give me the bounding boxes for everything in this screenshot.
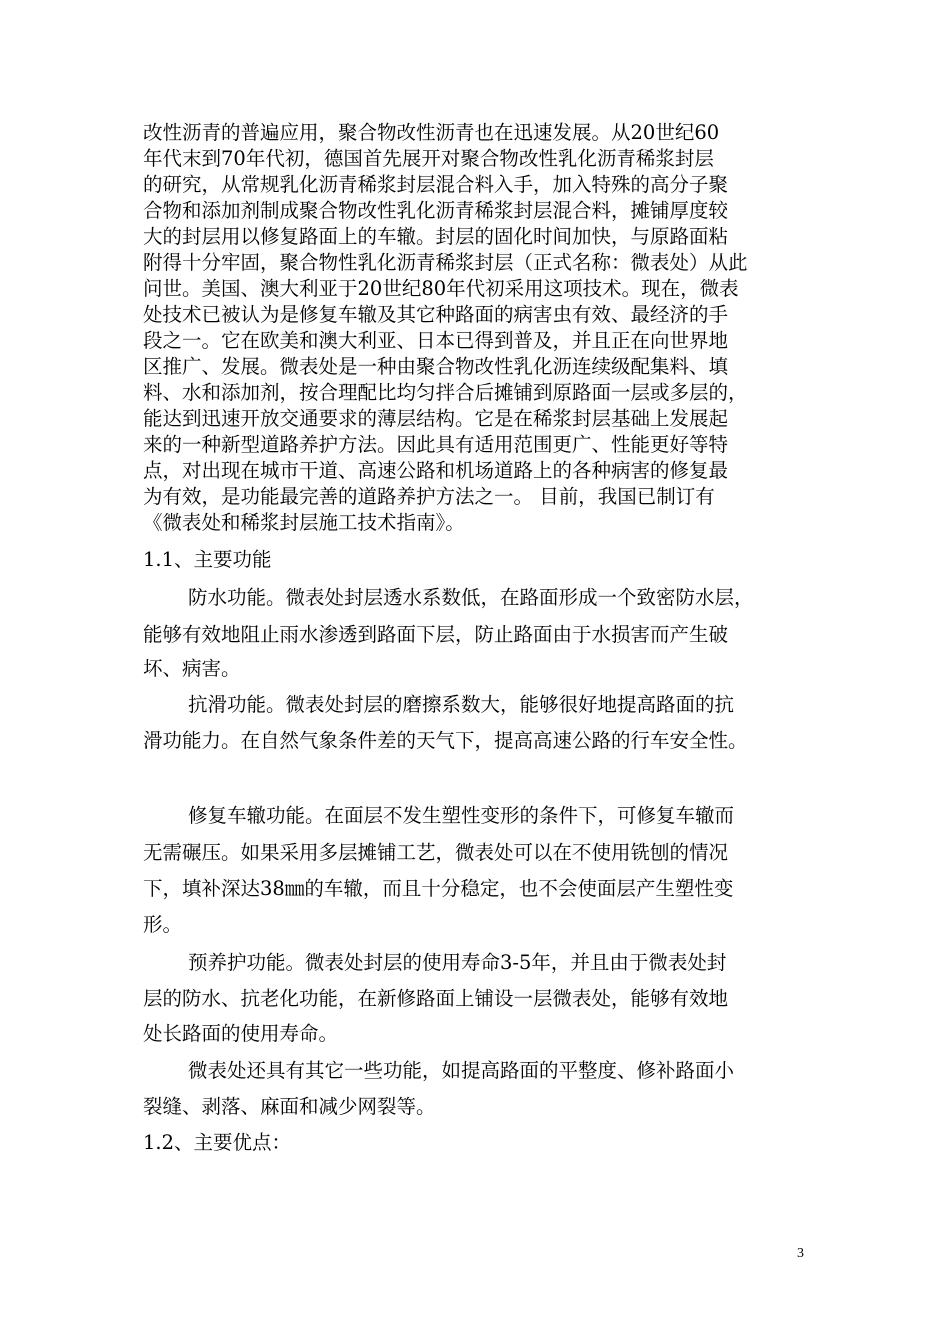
- text-line: 区推广、发展。微表处是一种由聚合物改性乳化沥连续级配集料、填: [143, 355, 729, 378]
- text-line: 滑功能力。在自然气象条件差的天气下，提高高速公路的行车安全性。: [143, 729, 748, 752]
- text-line: 防水功能。微表处封层透水系数低，在路面形成一个致密防水层，: [188, 586, 754, 609]
- text-line: 层的防水、抗老化功能，在新修路面上铺设一层微表处，能够有效地: [143, 987, 729, 1010]
- text-line: 无需碾压。如果采用多层摊铺工艺，微表处可以在不使用铣刨的情况: [143, 841, 729, 864]
- text-line: 能达到迅速开放交通要求的薄层结构。它是在稀浆封层基础上发展起: [143, 407, 729, 430]
- text-line: 处技术已被认为是修复车辙及其它种路面的病害虫有效、最经济的手: [143, 303, 729, 326]
- text-line: 抗滑功能。微表处封层的磨擦系数大，能够很好地提高路面的抗: [188, 693, 735, 716]
- text-line: 下，填补深达38㎜的车辙，而且十分稳定，也不会使面层产生塑性变: [143, 877, 734, 900]
- text-line: 来的一种新型道路养护方法。因此具有适用范围更广、性能更好等特: [143, 433, 729, 456]
- text-line: 坏、病害。: [143, 657, 241, 680]
- text-line: 为有效，是功能最完善的道路养护方法之一。 目前，我国已制订有: [143, 485, 715, 508]
- text-line: 处长路面的使用寿命。: [143, 1022, 339, 1045]
- text-line: 形。: [143, 913, 183, 936]
- text-line: 段之一。它在欧美和澳大利亚、日本已得到普及，并且正在向世界地: [143, 329, 729, 352]
- page-number: 3: [797, 1246, 804, 1261]
- text-line: 《微表处和稀浆封层施工技术指南》。: [143, 511, 465, 534]
- text-line: 合物和添加剂制成聚合物改性乳化沥青稀浆封层混合料，摊铺厚度较: [143, 199, 729, 222]
- text-line: 裂缝、剥落、麻面和减少网裂等。: [143, 1095, 436, 1118]
- text-line: 的研究，从常规乳化沥青稀浆封层混合料入手，加入特殊的高分子聚: [143, 173, 729, 196]
- text-line: 大的封层用以修复路面上的车辙。封层的固化时间加快，与原路面粘: [143, 225, 729, 248]
- text-line: 改性沥青的普遍应用，聚合物改性沥青也在迅速发展。从20世纪60: [143, 121, 720, 144]
- text-line: 点，对出现在城市干道、高速公路和机场道路上的各种病害的修复最: [143, 459, 729, 482]
- text-line: 问世。美国、澳大利亚于20世纪80年代初采用这项技术。现在，微表: [143, 277, 739, 300]
- text-line: 年代末到70年代初，德国首先展开对聚合物改性乳化沥青稀浆封层: [143, 147, 714, 170]
- text-line: 微表处还具有其它一些功能，如提高路面的平整度、修补路面小: [188, 1059, 735, 1082]
- section-heading-1-2: 1.2、主要优点：: [143, 1131, 292, 1154]
- text-line: 料、水和添加剂，按合理配比均匀拌合后摊铺到原路面一层或多层的，: [143, 381, 748, 404]
- text-line: 预养护功能。微表处封层的使用寿命3-5年，并且由于微表处封: [188, 951, 727, 974]
- text-line: 能够有效地阻止雨水渗透到路面下层，防止路面由于水损害而产生破: [143, 623, 729, 646]
- section-heading-1-1: 1.1、主要功能: [143, 548, 272, 571]
- text-line: 修复车辙功能。在面层不发生塑性变形的条件下，可修复车辙而: [188, 804, 735, 827]
- text-line: 附得十分牢固，聚合物性乳化沥青稀浆封层（正式名称：微表处）从此: [143, 251, 748, 274]
